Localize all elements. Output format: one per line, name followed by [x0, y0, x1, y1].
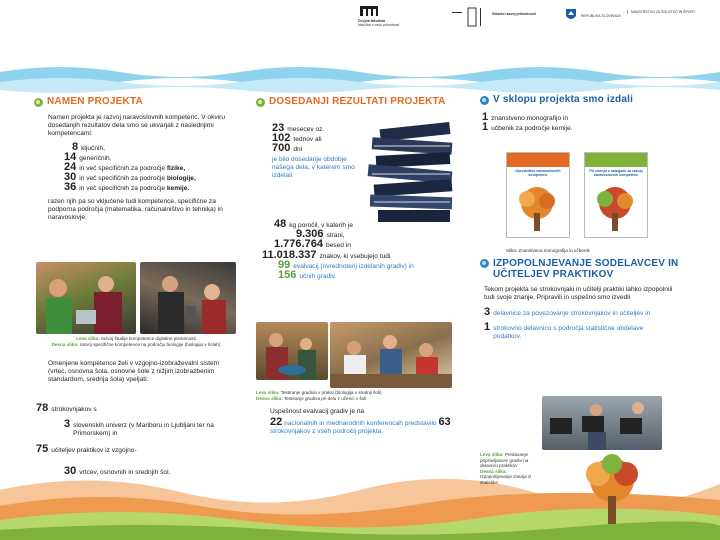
stack-of-books-image: [362, 118, 460, 226]
list-item: 11.018.337 znakov, ki vsebujejo tudi: [262, 248, 391, 261]
para-implementation: Omenjene kompetence želi v vzgojno-izobraževalni sistem (vrtec, osnovna šola, osnovne šole z nižjim izobrazbenim standardom, srednja šola) vpeljati:: [48, 360, 220, 384]
training-intro: Tekom projekta se strokovnjaki in učitelji praktiki lahko izpopolnili tudi svoje znanje. Pripravili in uspešno smo izvedli: [484, 286, 673, 302]
list-item: 30 in več specifičnih za področje biologije,: [64, 171, 196, 184]
list-item: 1.776.764 besed in: [274, 238, 351, 251]
photo-content: [256, 322, 328, 380]
list-item: 24 in več specifičnih za področje fizike,: [64, 161, 186, 174]
logo3-title: REPUBLIKA SLOVENIJA: [581, 14, 621, 18]
building-icon: [358, 4, 380, 18]
tree-illustration-icon: [507, 185, 567, 235]
stats-period: [272, 124, 372, 180]
tree-illustration-icon: [585, 185, 645, 235]
logo1-sub: Naložba v vašo prihodnost: [358, 23, 400, 27]
bullet-icon: [34, 98, 43, 107]
book-caption: Slika: Znanstvena monografija in učbenik: [506, 248, 590, 253]
list-item: 30 vrtcev, osnovnih in srednjih šol.: [64, 464, 171, 477]
list-item: 75 učiteljev praktikov iz vzgojno-: [36, 442, 137, 455]
ministry-logo: [565, 8, 705, 23]
list-item: 3 delavnice za povezovanje strokovnjakov in učiteljev in: [484, 306, 651, 319]
heading-publications: V sklopu projekta smo izdali: [480, 96, 680, 105]
photo-caption-col3: Leva slika: Predavanje pripravljavcev gradiv na delavnici praktikov Desna slika: Izpopolnjevanje znanja iz statistike: [480, 452, 532, 485]
cover-band: [585, 153, 647, 167]
purpose-intro: Namen projekta je razvoj naravoslovnih kompetenc. V okviru dosedanjih rezultatov dela smo se ukvarjali z naslednjimi kompetencami:: [48, 114, 226, 138]
conference-text: 22 nacionalnih in mednarodnih konferencah predstavilo 63 strokovnjakov z vseh področij projekta.: [270, 416, 451, 436]
photo-computer-workshop: [542, 396, 662, 450]
list-item: 700 dni: [272, 142, 303, 155]
list-item: 99 evalvacij (ovrednotenj izdelanih gradiv) in: [278, 258, 414, 271]
photo-students-microscope: [140, 262, 236, 334]
partner-mark-icon: [452, 6, 488, 28]
list-item: 23 mesecev oz.: [272, 122, 325, 134]
partner-logo: [452, 6, 542, 29]
book-cover-textbook: [584, 152, 648, 238]
conference-section: [270, 408, 460, 437]
photo-caption-col1: Leva slika: razvoj študije kompetence digitalne pismenosti Desna slika: razvoj specifične kompetence na področju biologije (biologija v šolah): [51, 336, 221, 347]
training-list: [484, 308, 680, 341]
logo2-title: Skladni razvoj prihodnosti: [492, 12, 536, 16]
heading-project-purpose: NAMEN PROJEKTA: [34, 98, 234, 107]
bullet-icon: [480, 259, 489, 268]
list-item: 1 znanstveno monografijo in: [482, 111, 569, 123]
photo-content: [542, 396, 662, 450]
list-item: 102 tednov ali: [272, 132, 322, 145]
list-item: 1 učbenik za področje kemije.: [482, 121, 573, 134]
publications-list: [482, 113, 680, 133]
photo-caption-col2: Leva slika: Testiranje gradiva v praksi (biologija v srednji šoli) Desna slika: Testiranje gradiva pri delu z učenci v šoli: [256, 390, 382, 401]
column-training: [480, 258, 680, 341]
list-item: 14 generičnih,: [64, 150, 112, 163]
conference-intro: Uspešnost evalvacij gradiv je na: [270, 408, 365, 415]
coat-of-arms-icon: [565, 8, 577, 22]
list-item: 8 ključnih,: [72, 140, 105, 153]
column-results: [256, 98, 466, 107]
list-item: 1 strokovno delavnico s področja statistične obdelave podatkov.: [484, 320, 644, 340]
heading-results: DOSEDANJI REZULTATI PROJEKTA: [256, 98, 466, 107]
extra-competences: razen njih pa so vključene tudi kompetence, specifične za podporna področja (matematika, računalništvo in tehnika) in naravoslovje.: [48, 197, 223, 222]
book-cover-monograph: [506, 152, 570, 238]
photo-content: [330, 322, 452, 388]
logo-strip: [0, 0, 720, 62]
people-list: [36, 404, 236, 477]
photo-content: [140, 262, 236, 334]
list-item: 9.306 strani,: [296, 228, 345, 241]
book-title-left: Opredelitev naravoslovnih kompetenc: [515, 169, 561, 178]
eu-logo: [358, 4, 444, 27]
column-publications: [480, 96, 680, 133]
photo-testing-material: [256, 322, 328, 380]
list-item: 78 strokovnjakov s: [36, 402, 97, 414]
list-item: 156 učnih gradiv.: [278, 269, 337, 282]
photo-classroom: [330, 322, 452, 388]
list-item: 36 in več specifičnih za področje kemije.: [64, 181, 190, 194]
heading-training: IZPOPOLNJEVANJE SODELAVCEV IN UČITELJEV PRAKTIKOV: [480, 258, 680, 280]
competence-list: [64, 140, 234, 194]
photo-content: [36, 262, 136, 334]
stats-outputs: [262, 220, 462, 281]
list-item: 48 kg poročil, v katerih je: [274, 218, 354, 230]
book-title-right: Pri učenju z nalogami za razvoj naravoslovnih kompetenc: [589, 169, 643, 178]
bullet-icon: [480, 96, 489, 105]
list-item: 3 slovenskih univerz (v Mariboru in Ljubljani ter na Primorskem) in: [64, 418, 214, 438]
cover-band: [507, 153, 569, 167]
decorative-tree-icon: [572, 452, 652, 526]
bullet-icon: [256, 98, 265, 107]
photo-students-lab: [36, 262, 136, 334]
logo3-sub: MINISTRSTVO ZA ŠOLSTVO IN ŠPORT: [627, 10, 709, 14]
logo1-title: Dvojna fakulteta: [358, 19, 386, 23]
stats-period-note: je bilo dosedanje obdobje našega dela, v katerem smo izdelali:: [272, 155, 355, 180]
column-project-purpose: [34, 98, 234, 222]
